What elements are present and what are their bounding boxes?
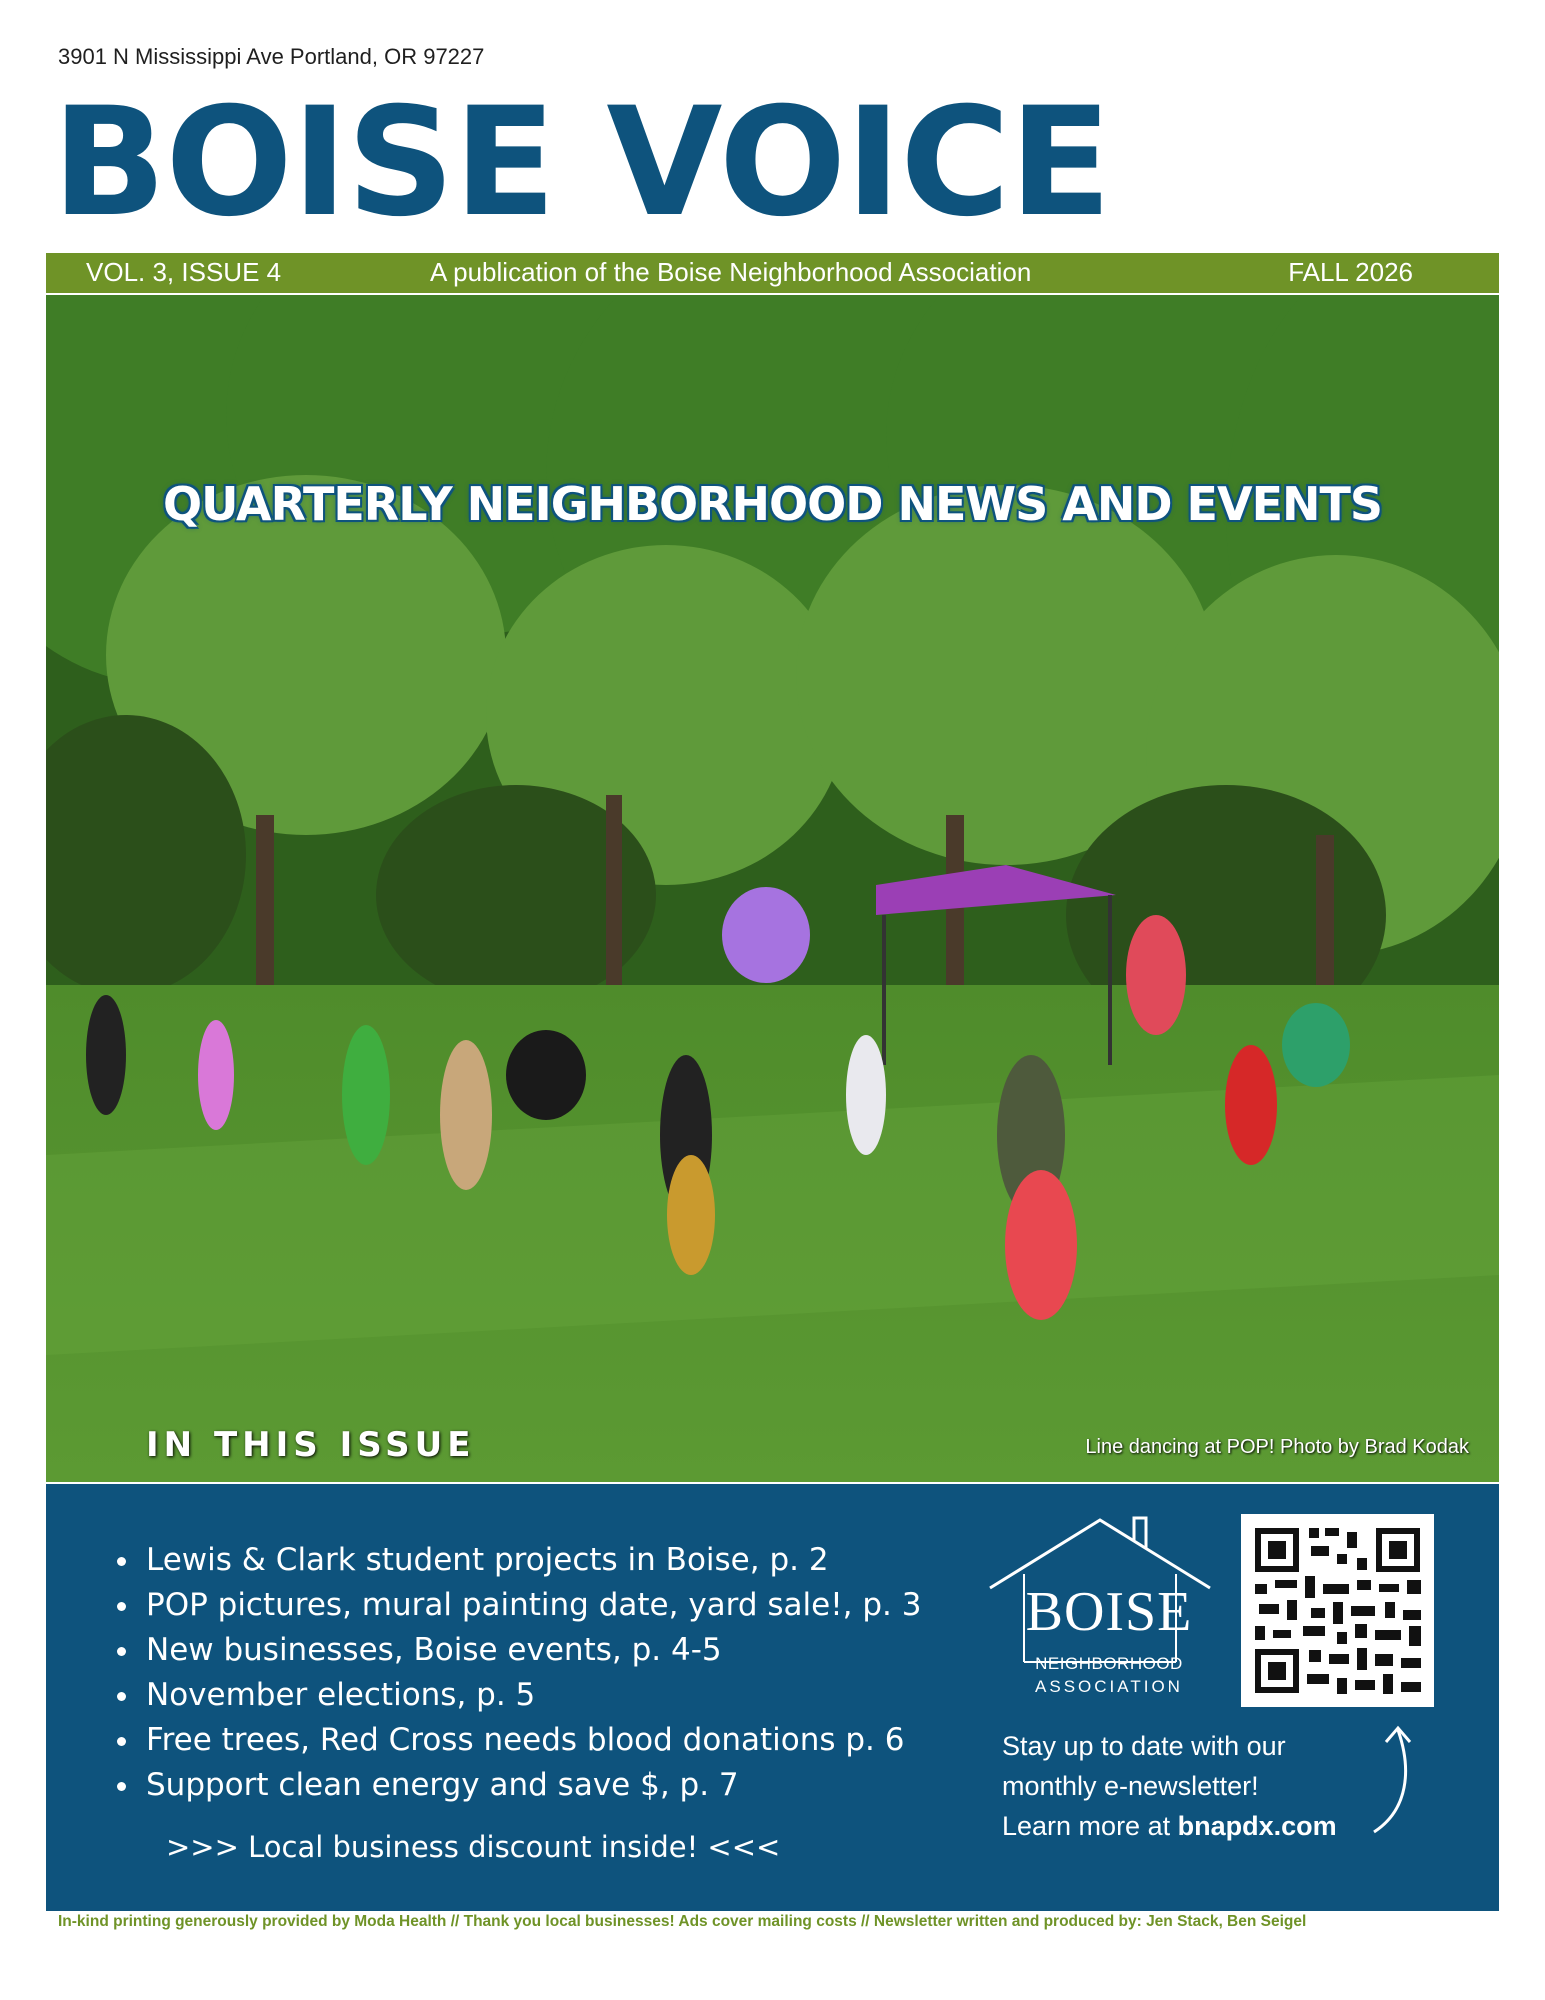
list-item: • New businesses, Boise events, p. 4-5 xyxy=(142,1628,921,1673)
newsletter-promo xyxy=(1002,1726,1337,1846)
cover-headline: QUARTERLY NEIGHBORHOOD NEWS AND EVENTS xyxy=(162,477,1383,531)
curved-arrow-icon xyxy=(1368,1720,1438,1840)
cover-photo xyxy=(46,295,1499,1482)
list-item: • Support clean energy and save $, p. 7 xyxy=(142,1763,921,1808)
logo-subtitle-2: ASSOCIATION xyxy=(1035,1677,1183,1696)
discount-note: >>> Local business discount inside! <<< xyxy=(166,1830,781,1864)
masthead-title: BOISE VOICE xyxy=(52,76,1111,250)
list-item: • POP pictures, mural painting date, yard sale!, p. 3 xyxy=(142,1583,921,1628)
list-item: • Lewis & Clark student projects in Boise, p. 2 xyxy=(142,1538,921,1583)
address: 3901 N Mississippi Ave Portland, OR 97227 xyxy=(58,44,485,69)
photo-caption: Line dancing at POP! Photo by Brad Kodak xyxy=(1085,1436,1469,1458)
volume-issue: VOL. 3, ISSUE 4 xyxy=(86,257,282,287)
newsletter-prefix: Learn more at xyxy=(1002,1811,1178,1841)
season-label: FALL 2026 xyxy=(1288,257,1413,287)
issue-box xyxy=(46,1484,1499,1911)
footer-credits: In-kind printing generously provided by Moda Health // Thank you local businesses! Ads cover mailing costs // Newsletter written and produced by: Jen Stack, Ben Seigel xyxy=(58,1913,1307,1930)
qr-code-icon xyxy=(1241,1514,1434,1707)
info-bar xyxy=(46,253,1499,293)
list-item: • November elections, p. 5 xyxy=(142,1673,921,1718)
list-item: • Free trees, Red Cross needs blood donations p. 6 xyxy=(142,1718,921,1763)
newsletter-line-1: Stay up to date with our xyxy=(1002,1731,1286,1761)
qr-code[interactable] xyxy=(1241,1514,1434,1707)
publication-tagline: A publication of the Boise Neighborhood Association xyxy=(430,257,1032,287)
newsletter-line-2: monthly e-newsletter! xyxy=(1002,1771,1259,1801)
logo-wordmark: BOISE xyxy=(1025,1581,1193,1643)
in-this-issue-label: IN THIS ISSUE xyxy=(146,1425,476,1465)
logo-subtitle-1: NEIGHBORHOOD xyxy=(1035,1654,1183,1673)
newsletter-line-3 xyxy=(1002,1806,1337,1846)
cover-photo-illustration xyxy=(46,295,1499,1482)
website-link[interactable]: bnapdx.com xyxy=(1177,1811,1337,1841)
issue-list xyxy=(96,1538,921,1808)
